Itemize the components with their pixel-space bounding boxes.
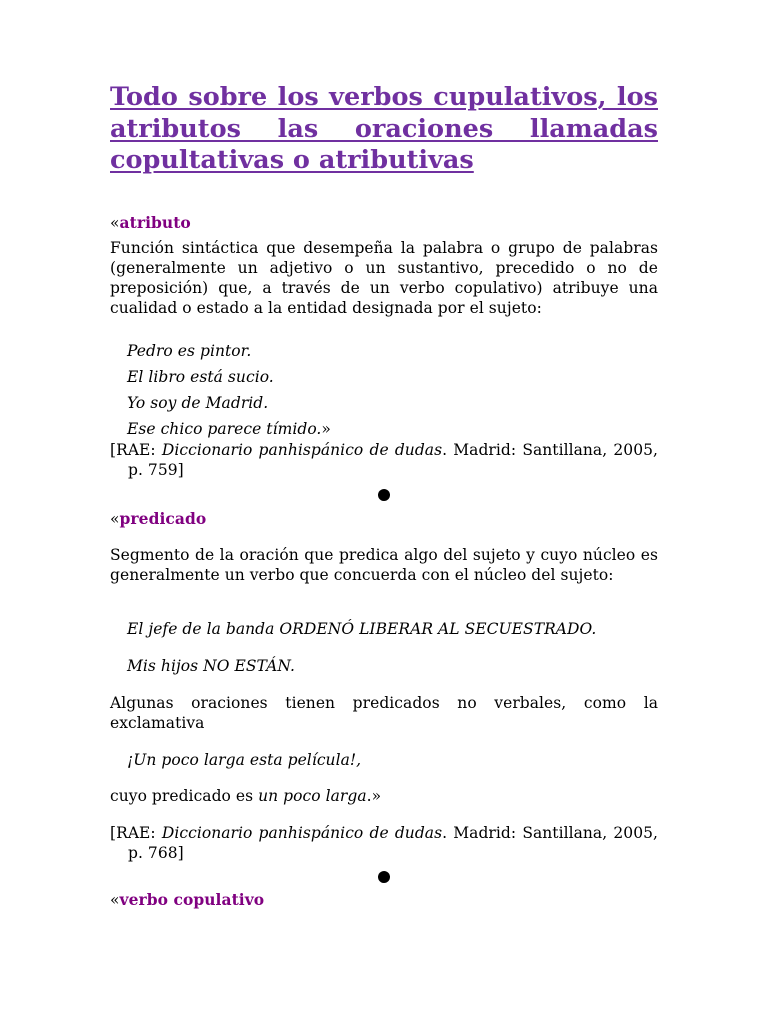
citation-prefix: [RAE: (110, 441, 162, 459)
entry-heading-atributo (110, 213, 658, 238)
open-quote: « (110, 891, 120, 909)
separator (110, 480, 658, 508)
text-emphasis: un poco larga (258, 787, 367, 805)
citation-suffix: . Madrid: Santillana, 2005, p. 759] (128, 441, 658, 479)
text-suffix: .» (366, 787, 382, 805)
entry-heading-predicado (110, 508, 658, 545)
citation-suffix: . Madrid: Santillana, 2005, p. 768] (128, 824, 658, 862)
example-sentence: El jefe de la banda ORDENÓ LIBERAR AL SECUESTRADO. (127, 620, 597, 638)
example-sentence: ¡Un poco larga esta película!, (127, 751, 362, 769)
paragraph-exclamativa: Algunas oraciones tienen predicados no verbales, como la exclamativa (110, 694, 658, 732)
page-title: Todo sobre los verbos cupulativos, los atributos las oraciones llamadas copultativas o atributivas (110, 82, 658, 175)
document-page (110, 82, 658, 914)
example-sentence (110, 416, 658, 440)
example-sentence: Pedro es pintor. (127, 342, 252, 360)
paragraph-predicado-es (110, 786, 658, 823)
citation-atributo (110, 440, 658, 480)
term-predicado: predicado (119, 509, 207, 528)
definition-atributo: Función sintáctica que desempeña la palabra o grupo de palabras (generalmente un adjetivo o un sustantivo, precedido o no de preposición) que, a través de un verbo copulativo) atribuye una cualidad o estado a la entidad designada por el sujeto: (110, 239, 658, 317)
close-quote: » (321, 420, 331, 438)
term-verbo-copulativo: verbo copulativo (119, 890, 265, 909)
open-quote: « (110, 510, 120, 528)
example-text: Ese chico parece tímido. (127, 420, 322, 438)
citation-title: Diccionario panhispánico de dudas (161, 824, 443, 842)
example-sentence: Mis hijos NO ESTÁN. (127, 657, 295, 675)
example-sentence: El libro está sucio. (127, 368, 274, 386)
open-quote: « (110, 214, 120, 232)
bullet-dot-icon (378, 489, 390, 501)
citation-prefix: [RAE: (110, 824, 162, 842)
term-atributo: atributo (119, 213, 191, 232)
text-prefix: cuyo predicado es (110, 787, 259, 805)
bullet-dot-icon (378, 871, 390, 883)
definition-predicado: Segmento de la oración que predica algo del sujeto y cuyo núcleo es generalmente un verbo que concuerda con el núcleo del sujeto: (110, 546, 658, 584)
citation-predicado (110, 823, 658, 863)
example-sentence: Yo soy de Madrid. (127, 394, 269, 412)
entry-heading-verbo-copulativo (110, 890, 658, 914)
separator (110, 863, 658, 890)
citation-title: Diccionario panhispánico de dudas (161, 441, 443, 459)
